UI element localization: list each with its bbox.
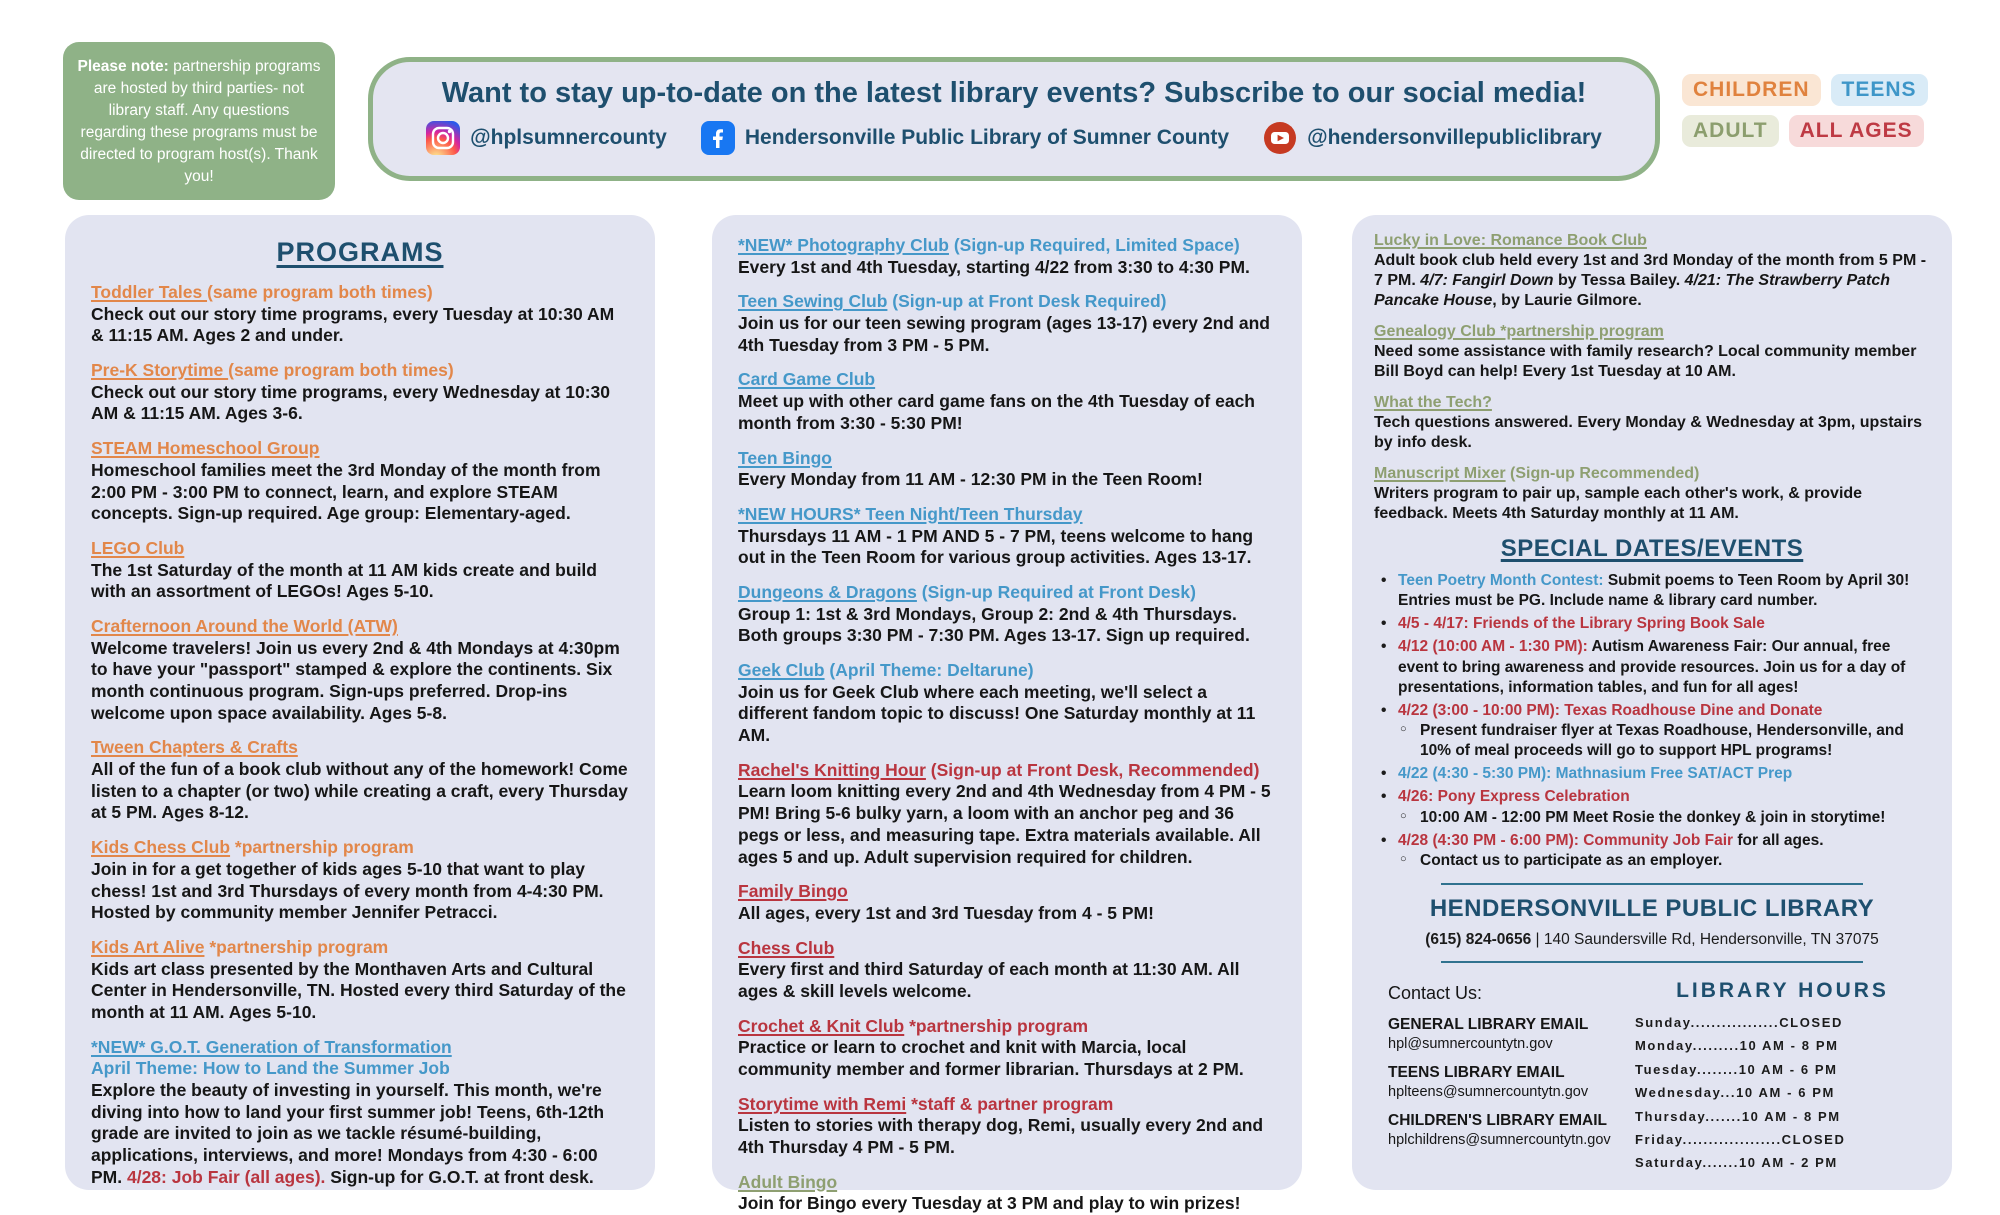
library-name: HENDERSONVILLE PUBLIC LIBRARY	[1429, 894, 1875, 922]
program-title: STEAM Homeschool Group	[91, 438, 320, 459]
youtube-icon	[1263, 121, 1297, 155]
programs-heading: PROGRAMS	[276, 237, 444, 267]
event-lead: 4/28 (4:30 PM - 6:00 PM): Community Job Fair	[1398, 831, 1734, 849]
program-item	[738, 291, 1276, 356]
program-desc: Practice or learn to crochet and knit with Marcia, local community member and former librarian. Thursdays at 2 PM.	[738, 1037, 1244, 1079]
event-lead: 4/5 - 4/17: Friends of the Library Spring Book Sale	[1398, 615, 1765, 633]
event-lead: 4/12 (10:00 AM - 1:30 PM):	[1398, 638, 1588, 656]
program-title: *NEW* G.O.T. Generation of Transformation	[91, 1036, 452, 1057]
library-hours-heading: LIBRARY HOURS	[1676, 978, 1889, 1002]
tag-all-ages: ALL AGES	[1789, 115, 1924, 147]
tag-adult: ADULT	[1682, 115, 1779, 147]
library-contact-line	[1374, 931, 1930, 949]
program-desc: All ages, every 1st and 3rd Tuesday from 4 - 5 PM!	[738, 902, 1154, 923]
program-desc: Join us for Geek Club where each meeting, we'll select a different fandom topic to discuss! One Saturday monthly at 11 AM.	[738, 681, 1256, 746]
contact-item	[1388, 1112, 1625, 1148]
program-desc: Meet up with other card game fans on the 4th Tuesday of each month from 3:30 - 5:30 PM!	[738, 391, 1255, 433]
program-item	[91, 937, 629, 1024]
program-desc: Tech questions answered. Every Monday & Wednesday at 3pm, upstairs by info desk.	[1374, 414, 1923, 451]
program-item	[738, 1172, 1276, 1215]
social-handle: Hendersonville Public Library of Sumner County	[744, 126, 1230, 149]
program-desc: Every Monday from 11 AM - 12:30 PM in the Teen Room!	[738, 469, 1203, 490]
program-item	[91, 616, 629, 724]
pipe-separator: |	[1531, 930, 1544, 948]
social-handle: @hendersonvillepubliclibrary	[1307, 126, 1602, 149]
hours-row: Monday.........10 AM - 8 PM	[1635, 1038, 1839, 1054]
program-desc: Every 1st and 4th Tuesday, starting 4/22 from 3:30 to 4:30 PM.	[738, 256, 1250, 277]
program-title: Family Bingo	[738, 881, 848, 902]
program-desc: Join us for our teen sewing program (ages 13-17) every 2nd and 4th Tuesday from 3 PM - 5 PM.	[738, 313, 1270, 355]
program-subtitle: April Theme: How to Land the Summer Job	[91, 1058, 450, 1079]
contact-label: TEENS LIBRARY EMAIL	[1388, 1063, 1565, 1081]
right-column-card	[1352, 215, 1952, 1190]
partnership-note-bold: Please note:	[77, 58, 169, 75]
event-rest: Submit poems to Teen Room by April 30! Entries must be PG. Include name & library card number.	[1398, 572, 1910, 610]
social-youtube	[1263, 121, 1602, 155]
program-title: Lucky in Love: Romance Book Club	[1374, 232, 1647, 249]
partnership-note-text: partnership programs are hosted by third parties- not library staff. Any questions regarding these programs must be directed to program host(s). Thank you!	[80, 58, 321, 185]
contact-list	[1388, 1016, 1625, 1148]
program-desc: Join in for a get together of kids ages 5-10 that want to play chess! 1st and 3rd Thursdays of every month from 4-4:30 PM. Hosted by community member Jennifer Petracci.	[91, 858, 604, 923]
partnership-note	[63, 42, 335, 200]
program-desc: Check out our story time programs, every Wednesday at 10:30 AM & 11:15 AM. Ages 3-6.	[91, 381, 611, 424]
program-item	[1374, 231, 1930, 311]
left-column-card	[65, 215, 655, 1190]
program-title: Kids Art Alive *partnership program	[91, 936, 389, 957]
program-title: Storytime with Remi *staff & partner program	[738, 1093, 1114, 1114]
hours-list	[1635, 1011, 1930, 1175]
tag-teens: TEENS	[1831, 74, 1928, 106]
event-lead: 4/26: Pony Express Celebration	[1398, 788, 1630, 806]
facebook-icon	[701, 121, 735, 155]
program-title: Teen Bingo	[738, 447, 832, 468]
program-title: Crochet & Knit Club *partnership program	[738, 1015, 1089, 1036]
program-desc: Every first and third Saturday of each month at 11:30 AM. All ages & skill levels welcome.	[738, 959, 1240, 1001]
event-item	[1374, 831, 1930, 871]
program-desc: Explore the beauty of investing in yourself. This month, we're diving into how to land your first summer job! Teens, 6th-12th grade are invited to join as we tackle résumé-building, applications, interviews, and more! Mondays from 4:30 - 6:00 PM. 4/28: Job Fair (all ages). Sign-up for G.O.T. at front desk.	[91, 1080, 605, 1187]
program-desc: Welcome travelers! Join us every 2nd & 4th Mondays at 4:30pm to have your "passport" stamped & explore the continents. Six month continuous program. Sign-ups preferred. Drop-ins welcome upon space availability. Ages 5-8.	[91, 637, 620, 723]
program-item	[738, 881, 1276, 924]
hours-row: Sunday.................CLOSED	[1635, 1014, 1843, 1030]
social-instagram	[426, 121, 667, 155]
program-item	[738, 660, 1276, 747]
event-lead: Teen Poetry Month Contest:	[1398, 572, 1604, 589]
social-row	[373, 121, 1655, 155]
hours-row: Tuesday........10 AM - 6 PM	[1635, 1061, 1838, 1077]
program-title: Kids Chess Club *partnership program	[91, 837, 414, 858]
divider	[1441, 961, 1864, 963]
program-desc: Kids art class presented by the Monthaven Arts and Cultural Center in Hendersonville, TN. Hosted every third Saturday of the month at 11 AM. Ages 5-10.	[91, 958, 626, 1022]
contact-label: GENERAL LIBRARY EMAIL	[1388, 1015, 1589, 1033]
program-title: *NEW* Photography Club (Sign-up Required, Limited Space)	[738, 235, 1240, 255]
program-desc: Join for Bingo every Tuesday at 3 PM and play to win prizes!	[738, 1193, 1241, 1214]
program-item	[91, 837, 629, 924]
event-item	[1374, 614, 1930, 634]
program-item	[91, 438, 629, 525]
program-item	[91, 1037, 629, 1189]
adult-programs-list	[1374, 231, 1930, 524]
program-item	[738, 448, 1276, 491]
program-item	[738, 235, 1276, 278]
hours-column	[1635, 973, 1930, 1175]
event-lead: 4/22 (4:30 - 5:30 PM): Mathnasium Free SAT/ACT Prep	[1398, 765, 1793, 783]
event-rest: for all ages.	[1733, 831, 1824, 849]
contact-email: hpl@sumnercountytn.gov	[1388, 1035, 1553, 1052]
event-lead: 4/22 (3:00 - 10:00 PM): Texas Roadhouse Dine and Donate	[1398, 701, 1823, 719]
program-title: What the Tech?	[1374, 394, 1492, 411]
program-title: Adult Bingo	[738, 1171, 838, 1192]
program-desc: Homeschool families meet the 3rd Monday of the month from 2:00 PM - 3:00 PM to connect, learn, and explore STEAM concepts. Sign-up required. Age group: Elementary-aged.	[91, 459, 601, 524]
program-item	[738, 504, 1276, 569]
program-desc: Need some assistance with family research? Local community member Bill Boyd can help! Every 1st Tuesday at 10 AM.	[1374, 343, 1917, 380]
event-item	[1374, 637, 1930, 697]
social-banner	[368, 57, 1660, 181]
event-rest: Autism Awareness Fair: Our annual, free event to bring awareness and provide resources. Join us for a day of presentations, information tables, and fun for all ages!	[1398, 638, 1906, 696]
event-sub-item: ○ Present fundraiser flyer at Texas Roadhouse, Hendersonville, and 10% of meal proceeds will go to support HPL programs!	[1398, 721, 1930, 761]
program-title: Tween Chapters & Crafts	[91, 737, 298, 758]
middle-column-card	[712, 215, 1302, 1214]
program-desc: Learn loom knitting every 2nd and 4th Wednesday from 4 PM - 5 PM! Bring 5-6 bulky yarn, a loom with an anchor peg and 36 pegs or less, and measuring tape. Extra materials available. All ages 5 and up. Adult supervision required for children.	[738, 781, 1271, 867]
program-item	[1374, 464, 1930, 524]
contact-item	[1388, 1064, 1625, 1100]
program-title: Genealogy Club *partnership program	[1374, 323, 1664, 340]
event-sub-item: ○ Contact us to participate as an employer.	[1398, 851, 1930, 871]
program-desc: Listen to stories with therapy dog, Remi, usually every 2nd and 4th Thursday 4 PM - 5 PM.	[738, 1115, 1264, 1158]
audience-tags	[1682, 74, 1950, 147]
hours-row: Saturday.......10 AM - 2 PM	[1635, 1155, 1838, 1171]
contact-label: CHILDREN'S LIBRARY EMAIL	[1388, 1111, 1607, 1129]
event-item	[1374, 764, 1930, 784]
contact-item	[1388, 1016, 1625, 1052]
program-desc: The 1st Saturday of the month at 11 AM kids create and build with an assortment of LEGOs! Ages 5-10.	[91, 559, 597, 602]
program-item	[738, 938, 1276, 1003]
program-title: Geek Club (April Theme: Deltarune)	[738, 660, 1034, 680]
library-address: 140 Saundersville Rd, Hendersonville, TN 37075	[1543, 930, 1879, 948]
program-title: Rachel's Knitting Hour (Sign-up at Front Desk, Recommended)	[738, 759, 1260, 780]
program-title: *NEW HOURS* Teen Night/Teen Thursday	[738, 503, 1083, 524]
contact-column	[1374, 973, 1625, 1175]
program-title: Dungeons & Dragons (Sign-up Required at Front Desk)	[738, 581, 1196, 602]
contact-email: hplteens@sumnercountytn.gov	[1388, 1083, 1589, 1100]
event-sub-item: ○ 10:00 AM - 12:00 PM Meet Rosie the donkey & join in storytime!	[1398, 808, 1930, 828]
tag-children: CHILDREN	[1682, 74, 1821, 106]
contact-email: hplchildrens@sumnercountytn.gov	[1388, 1131, 1611, 1148]
social-handle: @hplsumnercounty	[470, 126, 667, 149]
program-title: Card Game Club	[738, 369, 876, 390]
program-item	[91, 538, 629, 603]
program-desc: Thursdays 11 AM - 1 PM AND 5 - 7 PM, teens welcome to hang out in the Teen Room for various group activities. Ages 13-17.	[738, 525, 1254, 568]
contact-us-label: Contact Us:	[1388, 982, 1483, 1003]
special-events-list	[1374, 571, 1930, 871]
event-item	[1374, 571, 1930, 611]
social-facebook	[701, 121, 1229, 155]
program-title: Chess Club	[738, 937, 835, 958]
program-desc: Check out our story time programs, every Tuesday at 10:30 AM & 11:15 AM. Ages 2 and under.	[91, 303, 615, 346]
program-desc: All of the fun of a book club without any of the homework! Come listen to a chapter (or two) while creating a craft, every Thursday at 5 PM. Ages 8-12.	[91, 759, 628, 823]
library-phone: (615) 824-0656	[1425, 930, 1532, 948]
divider	[1441, 883, 1864, 885]
program-item	[91, 360, 629, 425]
program-item	[738, 369, 1276, 434]
program-item	[738, 760, 1276, 868]
program-item	[1374, 322, 1930, 382]
program-title: Manuscript Mixer (Sign-up Recommended)	[1374, 465, 1700, 482]
program-desc: Group 1: 1st & 3rd Mondays, Group 2: 2nd & 4th Thursdays. Both groups 3:30 PM - 7:30 PM. Ages 13-17. Sign up required.	[738, 603, 1250, 646]
program-item	[91, 737, 629, 824]
program-title: Toddler Tales (same program both times)	[91, 282, 433, 302]
special-dates-heading: SPECIAL DATES/EVENTS	[1500, 535, 1804, 562]
program-title: LEGO Club	[91, 537, 185, 558]
library-info-block	[1374, 973, 1930, 1175]
hours-row: Friday...................CLOSED	[1635, 1131, 1846, 1147]
program-title: Teen Sewing Club (Sign-up at Front Desk Required)	[738, 291, 1167, 312]
teens-allages-programs-list	[738, 235, 1276, 1215]
program-item	[91, 282, 629, 347]
event-item	[1374, 787, 1930, 827]
program-item	[1374, 393, 1930, 453]
hours-row: Wednesday...10 AM - 6 PM	[1635, 1085, 1835, 1101]
event-item	[1374, 701, 1930, 761]
program-item	[738, 1094, 1276, 1159]
instagram-icon	[426, 121, 460, 155]
hours-row: Thursday.......10 AM - 8 PM	[1635, 1108, 1841, 1124]
banner-headline: Want to stay up-to-date on the latest library events? Subscribe to our social media!	[441, 77, 1587, 109]
children-programs-list	[91, 282, 629, 1188]
program-desc: Writers program to pair up, sample each other's work, & provide feedback. Meets 4th Saturday monthly at 11 AM.	[1374, 485, 1863, 522]
program-title: Crafternoon Around the World (ATW)	[91, 615, 398, 636]
program-title: Pre-K Storytime (same program both times)	[91, 360, 454, 381]
program-item	[738, 1016, 1276, 1081]
program-desc: Adult book club held every 1st and 3rd Monday of the month from 5 PM - 7 PM. 4/7: Fangirl Down by Tessa Bailey. 4/21: The Strawberry Patch Pancake House, by Laurie Gilmore.	[1374, 252, 1927, 309]
program-item	[738, 582, 1276, 647]
